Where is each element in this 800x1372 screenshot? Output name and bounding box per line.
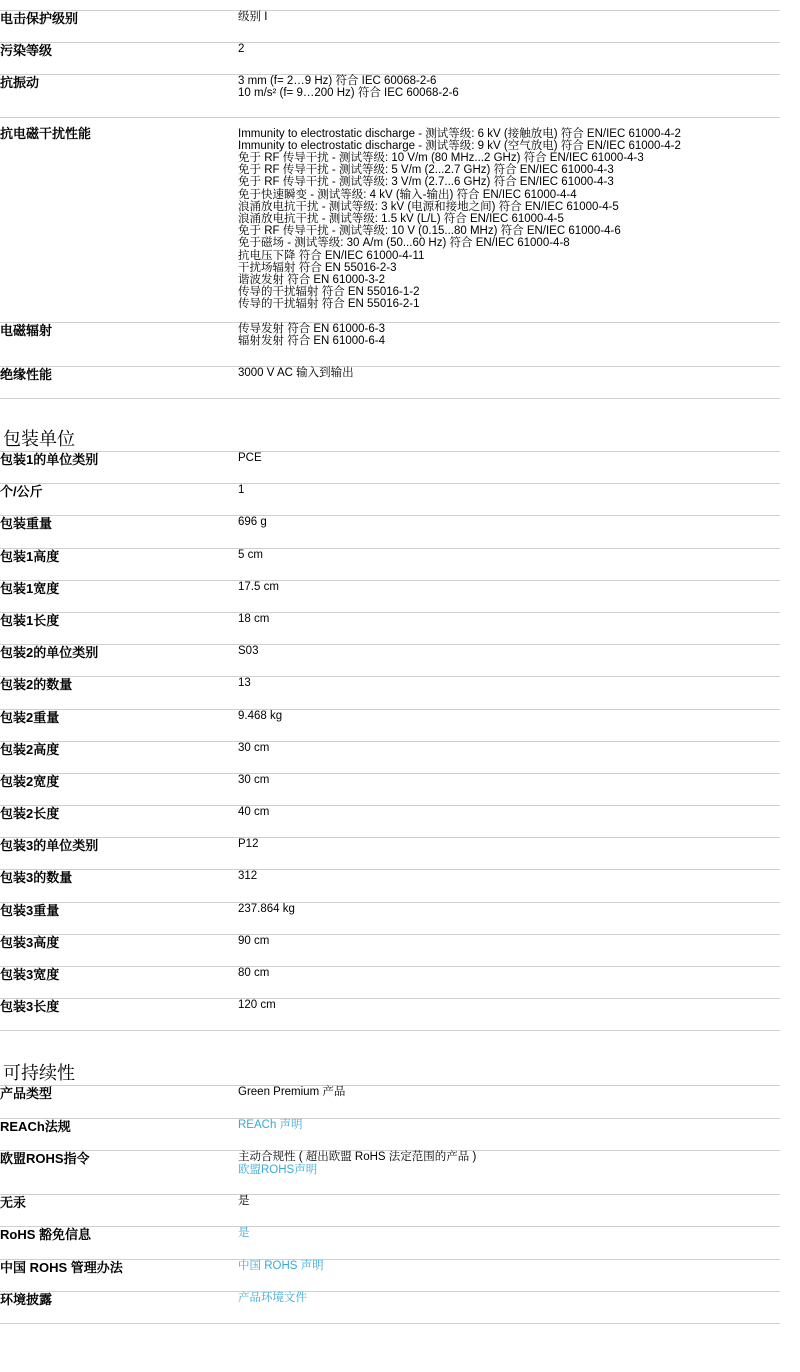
row-value: 5 cm — [238, 548, 263, 561]
value-line: 2 — [238, 42, 245, 55]
table-row — [0, 773, 780, 805]
row-label: 包装1高度 — [0, 548, 60, 564]
table-row — [0, 322, 780, 366]
row-value: 1 — [238, 484, 245, 497]
table-row — [0, 709, 780, 741]
table-row — [0, 42, 780, 74]
row-value: P12 — [238, 838, 259, 851]
value-line: 干扰场辐射 符合 EN 55016-2-3 — [238, 261, 397, 274]
row-value: 18 cm — [238, 612, 270, 625]
row-value: PCE — [238, 451, 262, 464]
row-label: RoHS 豁免信息 — [0, 1227, 92, 1243]
row-label: 污染等级 — [0, 42, 53, 58]
table-row — [0, 1259, 780, 1291]
row-label: 包装2长度 — [0, 806, 60, 822]
section-title-packaging: 包装单位 — [0, 428, 780, 452]
table-row — [0, 677, 780, 709]
row-value — [238, 1259, 780, 1291]
value-line: Immunity to electrostatic discharge - 测试等级: 6 kV (接触放电) 符合 EN/IEC 61000-4-2 — [238, 127, 681, 140]
row-value — [238, 1291, 780, 1323]
row-label: 个/公斤 — [0, 484, 43, 500]
table-row — [0, 516, 780, 548]
row-value — [238, 1227, 780, 1259]
value-text: 是 — [238, 1195, 250, 1208]
value-line: 传导发射 符合 EN 61000-6-3 — [238, 322, 385, 335]
table-row — [0, 452, 780, 484]
table-row — [0, 1119, 780, 1151]
row-value: 17.5 cm — [238, 580, 279, 593]
table-row — [0, 366, 780, 398]
row-value — [238, 366, 780, 398]
table-row — [0, 967, 780, 999]
table-row — [0, 838, 780, 870]
table-row — [0, 484, 780, 516]
value-line: Immunity to electrostatic discharge - 测试等级: 9 kV (空气放电) 符合 EN/IEC 61000-4-2 — [238, 139, 681, 152]
row-value: 30 cm — [238, 773, 270, 786]
table-row — [0, 870, 780, 902]
value-line: 浪涌放电抗干扰 - 测试等级: 3 kV (电源和接地之间) 符合 EN/IEC 61000-4-5 — [238, 200, 619, 213]
row-value: 13 — [238, 677, 251, 690]
table-row — [0, 1086, 780, 1118]
value-line: 辐射发射 符合 EN 61000-6-4 — [238, 334, 385, 347]
row-value: 40 cm — [238, 806, 270, 819]
row-value — [238, 1086, 780, 1118]
row-value — [238, 1195, 780, 1227]
row-label: 包装3高度 — [0, 934, 60, 950]
value-line: 谐波发射 符合 EN 61000-3-2 — [238, 273, 385, 286]
value-line: 传导的干扰辐射 符合 EN 55016-2-1 — [238, 298, 420, 311]
value-line: 免于快速瞬变 - 测试等级: 4 kV (输入-输出) 符合 EN/IEC 61000-4-4 — [238, 188, 577, 201]
document-link[interactable]: 产品环境文件 — [238, 1291, 307, 1304]
table-row — [0, 11, 780, 42]
row-value: S03 — [238, 645, 259, 658]
row-value: 312 — [238, 870, 258, 883]
table-row — [0, 999, 780, 1031]
value-line: 抗电压下降 符合 EN/IEC 61000-4-11 — [238, 249, 425, 262]
value-line: 免于 RF 传导干扰 - 测试等级: 5 V/m (2...2.7 GHz) 符合 EN/IEC 61000-4-3 — [238, 164, 614, 177]
row-value: 90 cm — [238, 934, 270, 947]
value-text: 主动合规性 ( 超出欧盟 RoHS 法定范围的产品 ) — [238, 1151, 477, 1164]
row-label: 产品类型 — [0, 1086, 53, 1102]
row-label: 包装重量 — [0, 516, 53, 532]
row-label: 包装2的数量 — [0, 677, 73, 693]
value-line: 免于 RF 传导干扰 - 测试等级: 3 V/m (2.7...6 GHz) 符合 EN/IEC 61000-4-3 — [238, 176, 614, 189]
row-label: 包装3的单位类别 — [0, 838, 99, 854]
row-value — [238, 1151, 780, 1195]
value-line: 级别 I — [238, 11, 268, 23]
row-label: 绝缘性能 — [0, 366, 53, 382]
table-row — [0, 645, 780, 677]
row-value — [238, 42, 780, 74]
table-row — [0, 934, 780, 966]
table-row — [0, 741, 780, 773]
document-link[interactable]: 中国 ROHS 声明 — [238, 1259, 324, 1272]
table-row — [0, 1291, 780, 1323]
value-line: 10 m/s² (f= 9…200 Hz) 符合 IEC 60068-2-6 — [238, 86, 459, 99]
row-label: 中国 ROHS 管理办法 — [0, 1259, 123, 1275]
value-line: 免于磁场 - 测试等级: 30 A/m (50...60 Hz) 符合 EN/IEC 61000-4-8 — [238, 237, 570, 250]
value-text: Green Premium 产品 — [238, 1086, 346, 1099]
value-line: 传导的干扰辐射 符合 EN 55016-1-2 — [238, 286, 420, 299]
row-label: 无汞 — [0, 1195, 27, 1211]
table-row — [0, 902, 780, 934]
table-row — [0, 1227, 780, 1259]
value-line: 浪涌放电抗干扰 - 测试等级: 1.5 kV (L/L) 符合 EN/IEC 61000-4-5 — [238, 212, 564, 225]
row-label: 包装1长度 — [0, 612, 60, 628]
row-value: 696 g — [238, 516, 267, 529]
row-label: 包装1宽度 — [0, 580, 60, 596]
row-label: 包装3的数量 — [0, 870, 73, 886]
row-value — [238, 11, 780, 42]
table-row — [0, 1151, 780, 1195]
document-link[interactable]: 是 — [238, 1227, 250, 1240]
row-label: 环境披露 — [0, 1291, 53, 1307]
row-label: 抗振动 — [0, 74, 40, 90]
table-row — [0, 612, 780, 644]
row-value — [238, 74, 780, 117]
row-value — [238, 1119, 780, 1151]
table-row — [0, 548, 780, 580]
table-row — [0, 806, 780, 838]
document-link[interactable]: REACh 声明 — [238, 1119, 303, 1132]
row-value: 9.468 kg — [238, 709, 283, 722]
row-label: 包装3宽度 — [0, 967, 60, 983]
row-label: 电磁辐射 — [0, 322, 53, 338]
row-label: 包装2的单位类别 — [0, 645, 99, 661]
row-value — [238, 322, 780, 366]
document-link[interactable]: 欧盟ROHS声明 — [238, 1163, 318, 1176]
table-row — [0, 580, 780, 612]
row-label: 电击保护级别 — [0, 11, 79, 26]
spec-table-packaging — [0, 452, 780, 1032]
value-line: 3 mm (f= 2…9 Hz) 符合 IEC 60068-2-6 — [238, 74, 437, 87]
row-value: 237.864 kg — [238, 902, 295, 915]
table-row — [0, 1195, 780, 1227]
row-label: 包装2宽度 — [0, 773, 60, 789]
value-line: 3000 V AC 输入到输出 — [238, 366, 354, 379]
row-label: 包装3长度 — [0, 999, 60, 1015]
section-title-sustainability: 可持续性 — [0, 1062, 780, 1086]
value-line: 免于 RF 传导干扰 - 测试等级: 10 V/m (80 MHz...2 GHz) 符合 EN/IEC 61000-4-3 — [238, 151, 644, 164]
row-label: 包装2高度 — [0, 741, 60, 757]
value-line: 免于 RF 传导干扰 - 测试等级: 10 V (0.15...80 MHz) 符合 EN/IEC 61000-4-6 — [238, 225, 621, 238]
spec-table-environment — [0, 11, 780, 399]
spec-table-sustainability — [0, 1086, 780, 1324]
table-row — [0, 74, 780, 117]
row-value — [238, 117, 780, 322]
row-label: 抗电磁干扰性能 — [0, 125, 92, 141]
row-label: 包装2重量 — [0, 709, 60, 725]
row-value: 80 cm — [238, 967, 270, 980]
row-label: 包装1的单位类别 — [0, 451, 99, 467]
row-label: 包装3重量 — [0, 902, 60, 918]
row-value: 30 cm — [238, 741, 270, 754]
row-label: 欧盟ROHS指令 — [0, 1151, 90, 1167]
row-label: REACh法规 — [0, 1119, 71, 1135]
row-value: 120 cm — [238, 999, 276, 1012]
table-row — [0, 117, 780, 322]
